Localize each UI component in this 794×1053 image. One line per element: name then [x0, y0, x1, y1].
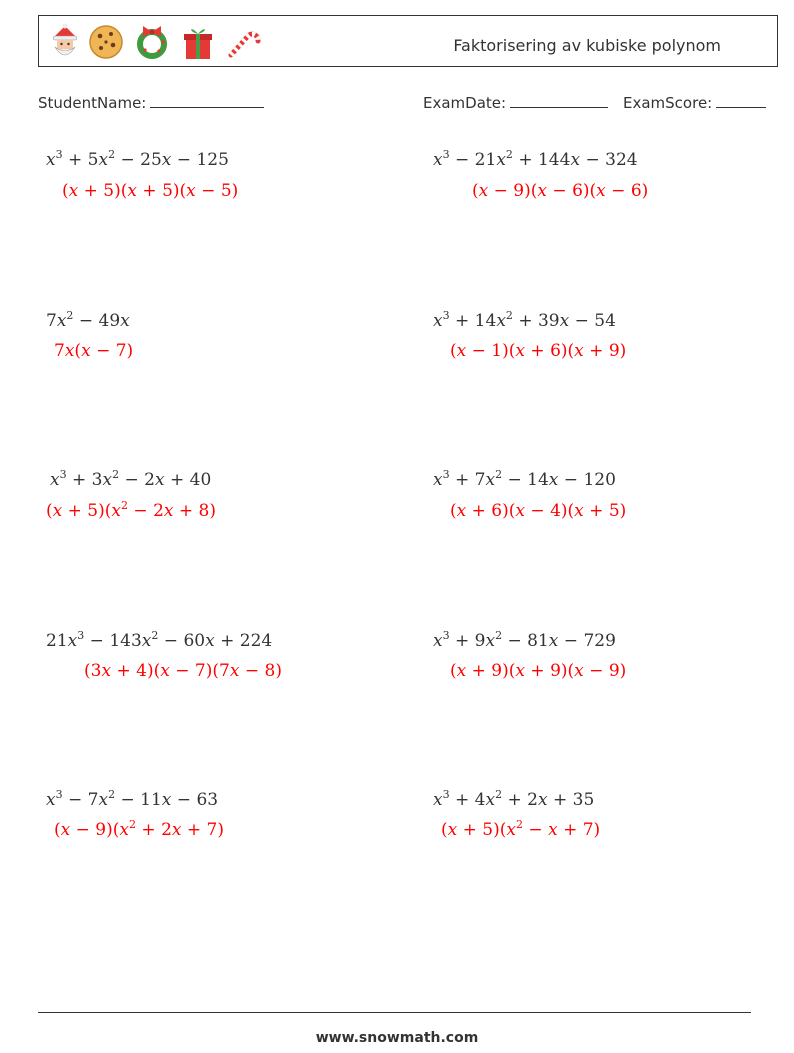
problem-1-answer: (x + 5)(x + 5)(x − 5): [62, 181, 239, 201]
student-name-label: StudentName:: [38, 94, 147, 112]
problem-4-question: $x^3 + 14x^2 + 39x - 54$: [433, 309, 616, 331]
problem-5-question: $x^3 + 3x^2 - 2x + 40$: [50, 468, 212, 490]
footer-website[interactable]: www.snowmath.com: [315, 1030, 479, 1046]
wreath-icon: [133, 23, 171, 61]
exam-date-blank[interactable]: [510, 93, 608, 108]
exam-date-field[interactable]: [423, 93, 608, 112]
worksheet-header: [38, 15, 778, 67]
problem-2-answer: (x − 9)(x − 6)(x − 6): [472, 181, 649, 201]
problem-6-question: $x^3 + 7x^2 - 14x - 120$: [433, 468, 616, 490]
problem-7-answer: (3x + 4)(x − 7)(7x − 8): [84, 661, 282, 681]
exam-score-blank[interactable]: [716, 93, 766, 108]
problem-7-question: $21x^3 - 143x^2 - 60x + 224$: [46, 629, 273, 651]
gift-icon: [179, 23, 217, 61]
exam-score-field[interactable]: [623, 93, 766, 112]
problem-8-answer: (x + 9)(x + 9)(x − 9): [450, 661, 627, 681]
exam-date-label: ExamDate:: [423, 94, 507, 112]
candy-cane-icon: [225, 23, 263, 61]
problem-5-answer: $(x + 5)(x^2 - 2x + 8)$: [46, 499, 217, 521]
problem-3-question: $7x^2 - 49x$: [46, 309, 130, 331]
worksheet-title: Faktorisering av kubiske polynom: [453, 36, 721, 55]
problem-9-answer: $(x - 9)(x^2 + 2x + 7)$: [54, 818, 225, 840]
problem-4-answer: (x − 1)(x + 6)(x + 9): [450, 341, 627, 361]
problem-10-answer: $(x + 5)(x^2 - x + 7)$: [441, 818, 601, 840]
student-name-blank[interactable]: [150, 93, 264, 108]
problem-6-answer: (x + 6)(x − 4)(x + 5): [450, 501, 627, 521]
problem-1-question: $x^3 + 5x^2 - 25x - 125$: [46, 148, 229, 170]
footer-divider: [38, 1012, 751, 1013]
santa-icon: [46, 23, 84, 61]
exam-score-label: ExamScore:: [623, 94, 713, 112]
problem-3-answer: 7x(x − 7): [54, 341, 134, 361]
problem-8-question: $x^3 + 9x^2 - 81x - 729$: [433, 629, 616, 651]
problem-10-question: $x^3 + 4x^2 + 2x + 35$: [433, 788, 595, 810]
cookie-icon: [87, 23, 125, 61]
problem-9-question: $x^3 - 7x^2 - 11x - 63$: [46, 788, 219, 810]
problem-2-question: $x^3 - 21x^2 + 144x - 324$: [433, 148, 638, 170]
student-name-field[interactable]: [38, 93, 264, 112]
